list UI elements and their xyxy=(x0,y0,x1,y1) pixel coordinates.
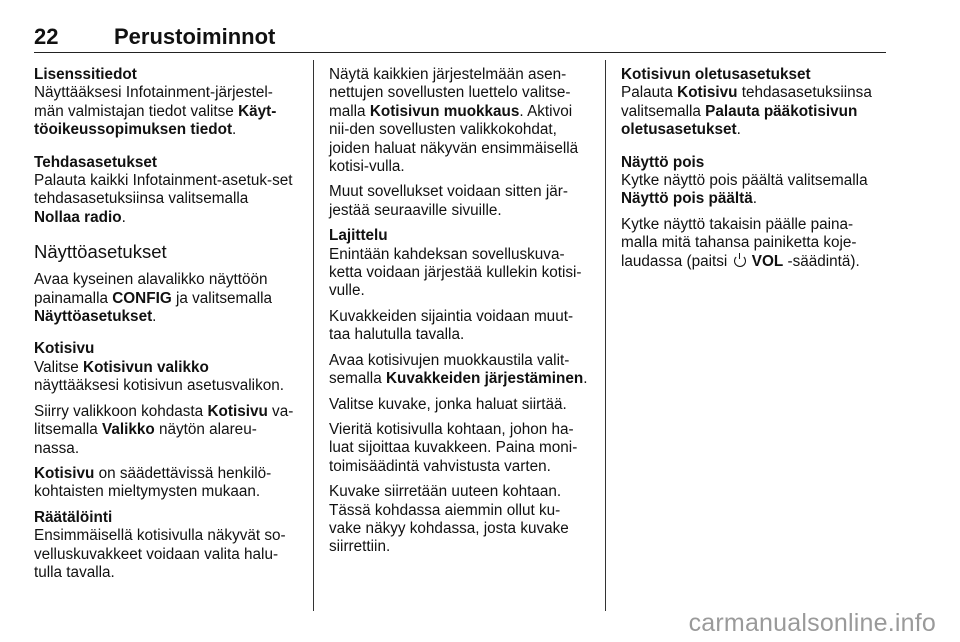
display-on-paragraph: Kytke näyttö takaisin päälle paina-malla mitä tahansa painiketta koje-laudassa (paitsi VOL -säädintä). xyxy=(621,215,860,270)
section-title: Perustoiminnot xyxy=(114,24,276,49)
sorting-heading: Lajittelu xyxy=(329,227,388,245)
page-number: 22 xyxy=(34,24,59,49)
home-defaults-heading: Kotisivun oletusasetukset xyxy=(621,66,811,83)
display-off-paragraph: Kytke näyttö pois päältä valitsemalla Näyttö pois päältä. xyxy=(621,172,868,208)
home-defaults-paragraph: Palauta Kotisivu tehdasasetuksiinsa valitsemalla Palauta pääkotisivun oletusasetukset. xyxy=(621,84,872,139)
select-icon-paragraph: Valitse kuvake, jonka haluat siirtää. xyxy=(329,395,567,413)
power-icon xyxy=(734,255,746,267)
edit-home-paragraph: Näytä kaikkien järjestelmään asen-nettujen sovellusten luettelo valitse-malla Kotisivun muokkaus. Aktivoi nii-den sovellusten valikkokohdat, joiden haluat näkyvän ensimmäisellä kotisi-vulla. xyxy=(329,66,579,176)
display-settings-paragraph: Avaa kyseinen alavalikko näyttöön painamalla CONFIG ja valitsemalla Näyttöasetukset. xyxy=(34,271,273,326)
other-apps-paragraph: Muut sovellukset voidaan sitten jär-jestää seuraaville sivuille. xyxy=(329,183,568,219)
display-settings-heading: Näyttöasetukset xyxy=(34,241,167,263)
column-1 xyxy=(34,66,296,589)
customization-heading: Räätälöinti xyxy=(34,508,113,526)
column-divider xyxy=(605,60,606,611)
factory-reset-paragraph: Palauta kaikki Infotainment-asetuk-set tehdasasetuksiinsa valitsemalla Nollaa radio. xyxy=(34,172,293,226)
factory-reset-heading: Tehdasasetukset xyxy=(34,153,157,171)
watermark: carmanualsonline.info xyxy=(688,609,936,637)
icon-moved-paragraph: Kuvake siirretään uuteen kohtaan. Tässä kohdassa aiemmin ollut ku-vake näkyy kohdassa, josta kuvake siirrettiin. xyxy=(329,483,569,556)
home-page-paragraph-1: Valitse Kotisivun valikko näyttääksesi kotisivun asetusvalikon. xyxy=(34,358,284,395)
home-page-paragraph-3: Kotisivu on säädettävissä henkilö-kohtaisten mieltymysten mukaan. xyxy=(34,464,272,501)
column-divider xyxy=(313,60,314,611)
page-header xyxy=(34,22,886,53)
icon-position-paragraph: Kuvakkeiden sijaintia voidaan muut-taa halutulla tavalla. xyxy=(329,307,574,344)
scroll-paragraph: Vieritä kotisivulla kohtaan, johon ha-luat sijoittaa kuvakkeen. Paina moni-toimisäädintä vahvistusta varten. xyxy=(329,420,578,475)
customization-paragraph: Ensimmäisellä kotisivulla näkyvät so-velluskuvakkeet voidaan valita halu-tulla tavalla. xyxy=(34,527,286,581)
home-page-heading: Kotisivu xyxy=(34,340,95,358)
display-off-heading: Näyttö pois xyxy=(621,153,705,171)
column-2 xyxy=(329,66,591,564)
edit-mode-paragraph: Avaa kotisivujen muokkaustila valit-semalla Kuvakkeiden järjestäminen. xyxy=(329,351,588,388)
sorting-paragraph: Enintään kahdeksan sovelluskuva-ketta voidaan järjestää kullekin kotisi-vulle. xyxy=(329,245,582,300)
license-paragraph: Näyttääksesi Infotainment-järjestel-män valmistajan tiedot valitse Käyt-töoikeussopimuksen tiedot. xyxy=(34,84,277,139)
column-3 xyxy=(621,66,883,278)
home-page-paragraph-2: Siirry valikkoon kohdasta Kotisivu va-litsemalla Valikko näytön alareu-nassa. xyxy=(34,402,294,457)
license-heading: Lisenssitiedot xyxy=(34,66,137,83)
